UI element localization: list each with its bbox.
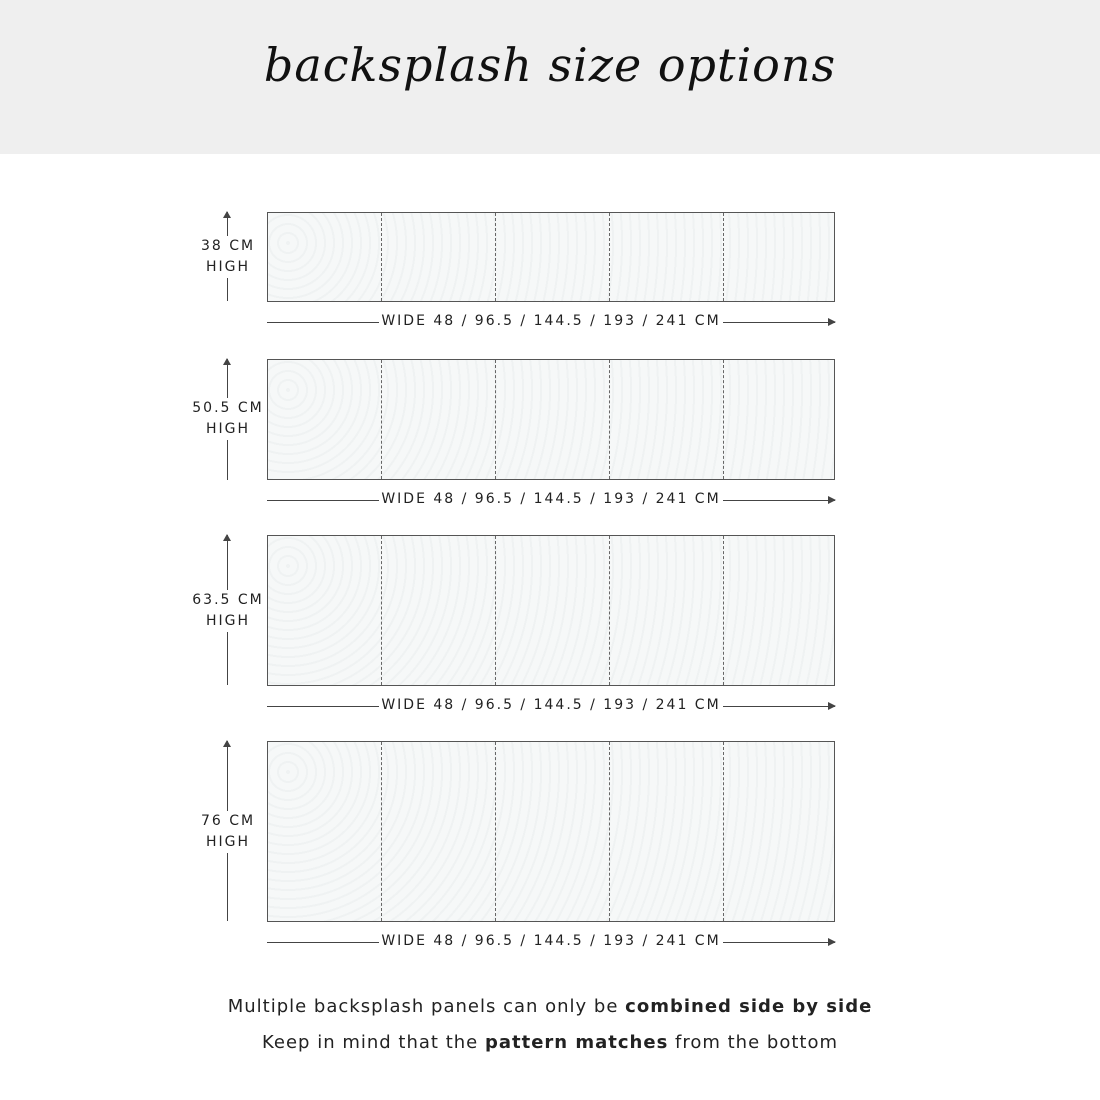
- note-pattern: [0, 1032, 1100, 1053]
- note-combine-emphasis: combined side by side: [625, 996, 873, 1017]
- height-value: 38 CM: [200, 238, 256, 254]
- note-pattern-text-end: from the bottom: [668, 1032, 838, 1053]
- width-label: WIDE 48 / 96.5 / 144.5 / 193 / 241 CM: [381, 491, 721, 507]
- panel-divider: [381, 213, 382, 301]
- width-line-right: [723, 706, 835, 707]
- panel-divider: [609, 360, 610, 479]
- panel-divider: [723, 360, 724, 479]
- height-word: HIGH: [205, 834, 251, 850]
- header-band: [0, 0, 1100, 154]
- width-label: WIDE 48 / 96.5 / 144.5 / 193 / 241 CM: [381, 933, 721, 949]
- width-dimension: [267, 491, 835, 508]
- panel-divider: [609, 536, 610, 685]
- width-label: WIDE 48 / 96.5 / 144.5 / 193 / 241 CM: [381, 697, 721, 713]
- width-dimension: [267, 697, 835, 714]
- panel-divider: [609, 213, 610, 301]
- width-dimension: [267, 313, 835, 330]
- height-word: HIGH: [205, 613, 251, 629]
- width-label: WIDE 48 / 96.5 / 144.5 / 193 / 241 CM: [381, 313, 721, 329]
- note-combine-text: Multiple backsplash panels can only be: [227, 996, 626, 1017]
- width-line-right: [723, 500, 835, 501]
- height-word: HIGH: [205, 421, 251, 437]
- arrow-right-icon: [828, 938, 836, 946]
- arrow-right-icon: [828, 702, 836, 710]
- backsplash-panel: [267, 212, 835, 302]
- page-title: backsplash size options: [263, 38, 837, 92]
- width-line-right: [723, 942, 835, 943]
- panel-divider: [495, 213, 496, 301]
- panel-divider: [381, 742, 382, 921]
- note-pattern-emphasis: pattern matches: [484, 1032, 669, 1053]
- panel-divider: [495, 742, 496, 921]
- height-label: [190, 398, 266, 440]
- panel-divider: [381, 360, 382, 479]
- width-line-left: [267, 706, 379, 707]
- height-value: 63.5 CM: [192, 592, 264, 608]
- panel-divider: [723, 536, 724, 685]
- height-label: [190, 236, 266, 278]
- backsplash-panel: [267, 359, 835, 480]
- panel-divider: [381, 536, 382, 685]
- height-value: 50.5 CM: [192, 400, 264, 416]
- height-word: HIGH: [205, 259, 251, 275]
- note-combine: [0, 996, 1100, 1017]
- height-label: [190, 811, 266, 853]
- backsplash-panel: [267, 741, 835, 922]
- height-value: 76 CM: [200, 813, 256, 829]
- panel-divider: [495, 536, 496, 685]
- note-pattern-text: Keep in mind that the: [262, 1032, 485, 1053]
- panel-divider: [723, 213, 724, 301]
- panel-divider: [723, 742, 724, 921]
- arrow-right-icon: [828, 318, 836, 326]
- height-label: [190, 590, 266, 632]
- width-dimension: [267, 933, 835, 950]
- panel-divider: [609, 742, 610, 921]
- arrow-right-icon: [828, 496, 836, 504]
- width-line-right: [723, 322, 835, 323]
- panel-divider: [495, 360, 496, 479]
- backsplash-panel: [267, 535, 835, 686]
- width-line-left: [267, 942, 379, 943]
- width-line-left: [267, 322, 379, 323]
- width-line-left: [267, 500, 379, 501]
